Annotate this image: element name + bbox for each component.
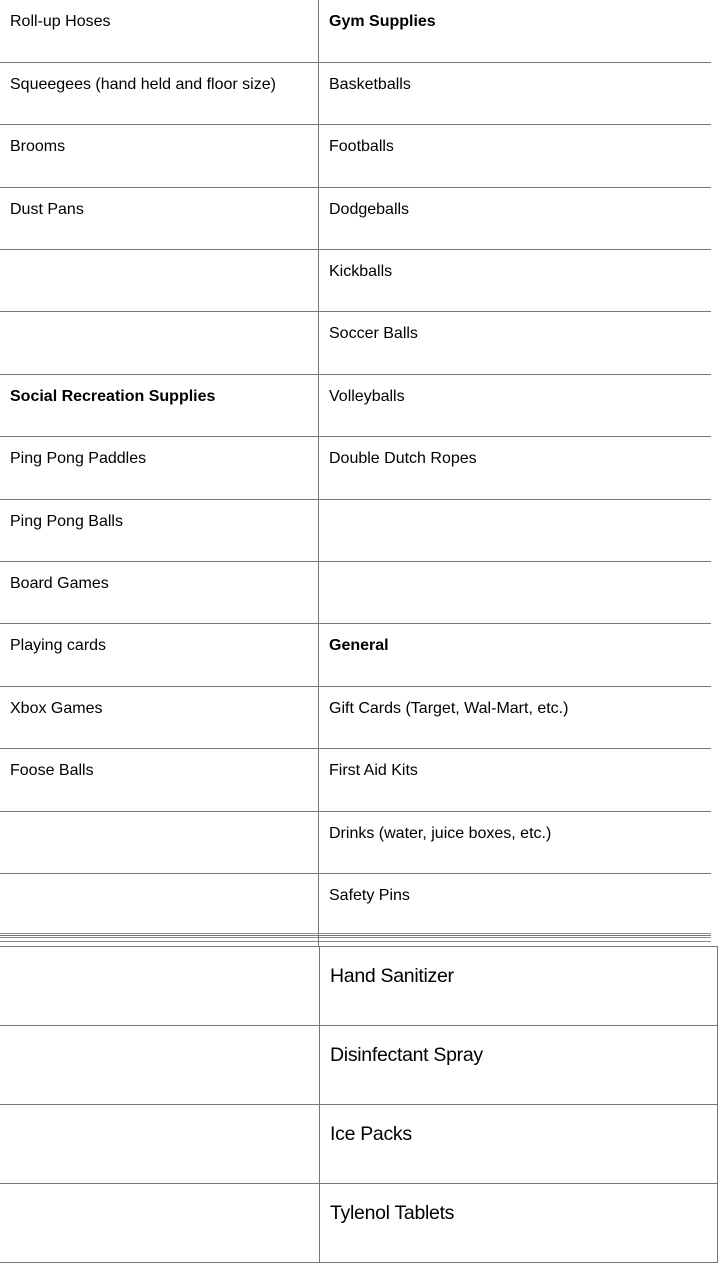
separator-line bbox=[0, 937, 711, 938]
table-row bbox=[0, 624, 711, 686]
left-cell bbox=[0, 873, 319, 935]
left-cell bbox=[0, 250, 319, 312]
table-row bbox=[0, 312, 711, 374]
right-cell: Double Dutch Ropes bbox=[319, 437, 712, 499]
left-cell bbox=[0, 811, 319, 873]
left-cell: Playing cards bbox=[0, 624, 319, 686]
left-cell: Social Recreation Supplies bbox=[0, 374, 319, 436]
right-cell: Volleyballs bbox=[319, 374, 712, 436]
table-row bbox=[0, 686, 711, 748]
table-row bbox=[0, 1026, 718, 1105]
right-cell: Drinks (water, juice boxes, etc.) bbox=[319, 811, 712, 873]
table-row bbox=[0, 0, 711, 62]
right-cell bbox=[319, 562, 712, 624]
table-row bbox=[0, 749, 711, 811]
table-row bbox=[0, 873, 711, 935]
right-cell: Dodgeballs bbox=[319, 187, 712, 249]
left-cell: Board Games bbox=[0, 562, 319, 624]
left-cell: Ping Pong Balls bbox=[0, 499, 319, 561]
separator-column-divider bbox=[318, 931, 319, 946]
supplies-table-bottom bbox=[0, 946, 718, 1263]
right-cell: Gym Supplies bbox=[319, 0, 712, 62]
left-cell bbox=[0, 947, 320, 1026]
right-cell: Footballs bbox=[319, 125, 712, 187]
right-cell: Gift Cards (Target, Wal-Mart, etc.) bbox=[319, 686, 712, 748]
right-cell: Tylenol Tablets bbox=[320, 1184, 718, 1263]
table-row bbox=[0, 1105, 718, 1184]
left-cell: Brooms bbox=[0, 125, 319, 187]
right-cell: First Aid Kits bbox=[319, 749, 712, 811]
left-cell: Xbox Games bbox=[0, 686, 319, 748]
left-cell: Foose Balls bbox=[0, 749, 319, 811]
left-cell bbox=[0, 1184, 320, 1263]
right-cell: Basketballs bbox=[319, 62, 712, 124]
left-cell bbox=[0, 312, 319, 374]
table-row bbox=[0, 947, 718, 1026]
table-separator bbox=[0, 931, 711, 946]
table-row bbox=[0, 250, 711, 312]
table-row bbox=[0, 187, 711, 249]
left-cell: Roll-up Hoses bbox=[0, 0, 319, 62]
table-row bbox=[0, 811, 711, 873]
left-cell: Squeegees (hand held and floor size) bbox=[0, 62, 319, 124]
table-row bbox=[0, 374, 711, 436]
table-row bbox=[0, 562, 711, 624]
table-row bbox=[0, 499, 711, 561]
left-cell: Ping Pong Paddles bbox=[0, 437, 319, 499]
table-row bbox=[0, 437, 711, 499]
right-cell: Safety Pins bbox=[319, 873, 712, 935]
right-cell: Soccer Balls bbox=[319, 312, 712, 374]
left-cell: Dust Pans bbox=[0, 187, 319, 249]
table-row bbox=[0, 62, 711, 124]
right-cell: Ice Packs bbox=[320, 1105, 718, 1184]
right-cell bbox=[319, 499, 712, 561]
right-cell: General bbox=[319, 624, 712, 686]
right-cell: Hand Sanitizer bbox=[320, 947, 718, 1026]
left-cell bbox=[0, 1105, 320, 1184]
table-row bbox=[0, 1184, 718, 1263]
table-row bbox=[0, 125, 711, 187]
separator-line bbox=[0, 941, 711, 942]
left-cell bbox=[0, 1026, 320, 1105]
separator-line bbox=[0, 933, 711, 934]
right-cell: Kickballs bbox=[319, 250, 712, 312]
right-cell: Disinfectant Spray bbox=[320, 1026, 718, 1105]
